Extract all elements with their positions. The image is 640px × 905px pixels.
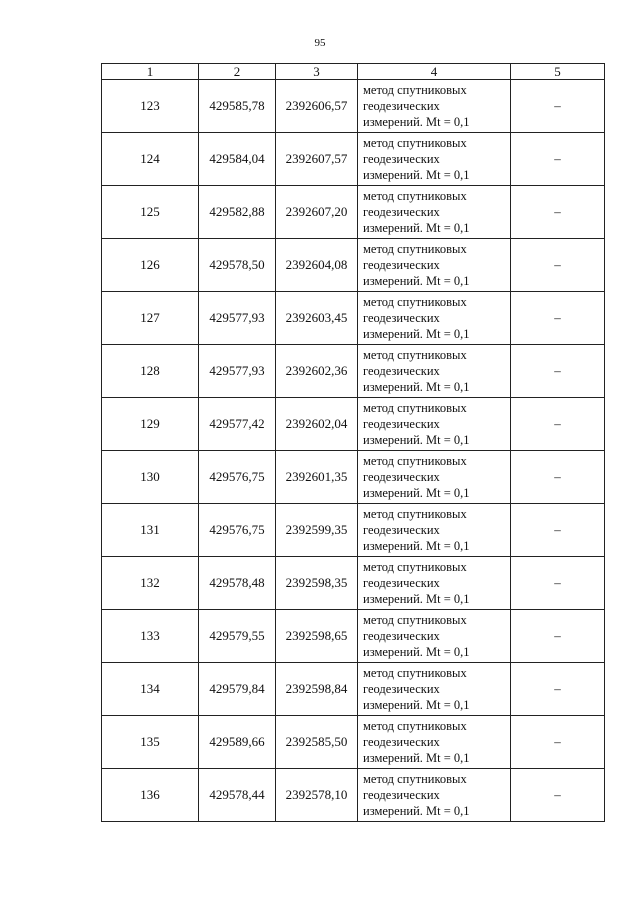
note-cell: – (511, 292, 605, 345)
note-cell: – (511, 451, 605, 504)
note-cell: – (511, 769, 605, 822)
table-row (102, 80, 605, 133)
point-number-cell: 134 (102, 663, 199, 716)
table-row (102, 504, 605, 557)
method-cell: метод спутниковых геодезических измерений. Mt = 0,1 (358, 451, 511, 504)
method-cell: метод спутниковых геодезических измерений. Mt = 0,1 (358, 663, 511, 716)
point-number-cell: 133 (102, 610, 199, 663)
note-cell: – (511, 398, 605, 451)
method-cell: метод спутниковых геодезических измерений. Mt = 0,1 (358, 186, 511, 239)
method-cell: метод спутниковых геодезических измерений. Mt = 0,1 (358, 716, 511, 769)
coordinate-x-cell: 429579,55 (199, 610, 276, 663)
table-row (102, 451, 605, 504)
coordinate-y-cell: 2392598,35 (276, 557, 358, 610)
note-cell: – (511, 716, 605, 769)
coordinate-x-cell: 429582,88 (199, 186, 276, 239)
method-cell: метод спутниковых геодезических измерений. Mt = 0,1 (358, 292, 511, 345)
note-cell: – (511, 557, 605, 610)
coordinate-y-cell: 2392607,20 (276, 186, 358, 239)
coordinate-x-cell: 429589,66 (199, 716, 276, 769)
table-header (102, 64, 605, 80)
coordinate-x-cell: 429585,78 (199, 80, 276, 133)
coordinate-x-cell: 429578,48 (199, 557, 276, 610)
point-number-cell: 135 (102, 716, 199, 769)
coordinate-x-cell: 429578,44 (199, 769, 276, 822)
coordinate-x-cell: 429576,75 (199, 504, 276, 557)
note-cell: – (511, 133, 605, 186)
coordinate-y-cell: 2392606,57 (276, 80, 358, 133)
coordinate-y-cell: 2392598,65 (276, 610, 358, 663)
header-col-2: 2 (199, 64, 276, 80)
coordinate-x-cell: 429579,84 (199, 663, 276, 716)
coordinate-x-cell: 429578,50 (199, 239, 276, 292)
method-cell: метод спутниковых геодезических измерений. Mt = 0,1 (358, 769, 511, 822)
coordinate-y-cell: 2392598,84 (276, 663, 358, 716)
method-cell: метод спутниковых геодезических измерений. Mt = 0,1 (358, 133, 511, 186)
note-cell: – (511, 504, 605, 557)
coordinate-x-cell: 429577,42 (199, 398, 276, 451)
coordinate-y-cell: 2392602,36 (276, 345, 358, 398)
coordinates-table (101, 63, 605, 822)
table-row (102, 610, 605, 663)
table-row (102, 716, 605, 769)
method-cell: метод спутниковых геодезических измерений. Mt = 0,1 (358, 239, 511, 292)
method-cell: метод спутниковых геодезических измерений. Mt = 0,1 (358, 557, 511, 610)
header-row (102, 64, 605, 80)
header-col-3: 3 (276, 64, 358, 80)
note-cell: – (511, 345, 605, 398)
method-cell: метод спутниковых геодезических измерений. Mt = 0,1 (358, 398, 511, 451)
point-number-cell: 132 (102, 557, 199, 610)
method-cell: метод спутниковых геодезических измерений. Mt = 0,1 (358, 610, 511, 663)
method-cell: метод спутниковых геодезических измерений. Mt = 0,1 (358, 504, 511, 557)
table-body (102, 80, 605, 822)
note-cell: – (511, 239, 605, 292)
coordinate-y-cell: 2392578,10 (276, 769, 358, 822)
point-number-cell: 127 (102, 292, 199, 345)
table-row (102, 663, 605, 716)
page-number: 95 (314, 37, 326, 49)
table-row (102, 133, 605, 186)
note-cell: – (511, 610, 605, 663)
point-number-cell: 128 (102, 345, 199, 398)
table-row (102, 292, 605, 345)
header-col-5: 5 (511, 64, 605, 80)
method-cell: метод спутниковых геодезических измерений. Mt = 0,1 (358, 80, 511, 133)
point-number-cell: 131 (102, 504, 199, 557)
coordinate-y-cell: 2392599,35 (276, 504, 358, 557)
note-cell: – (511, 80, 605, 133)
coordinate-x-cell: 429577,93 (199, 345, 276, 398)
coordinate-y-cell: 2392601,35 (276, 451, 358, 504)
coordinate-y-cell: 2392604,08 (276, 239, 358, 292)
point-number-cell: 125 (102, 186, 199, 239)
table-row (102, 186, 605, 239)
coordinate-y-cell: 2392607,57 (276, 133, 358, 186)
header-col-1: 1 (102, 64, 199, 80)
point-number-cell: 126 (102, 239, 199, 292)
point-number-cell: 129 (102, 398, 199, 451)
point-number-cell: 130 (102, 451, 199, 504)
method-cell: метод спутниковых геодезических измерений. Mt = 0,1 (358, 345, 511, 398)
point-number-cell: 136 (102, 769, 199, 822)
point-number-cell: 124 (102, 133, 199, 186)
coordinate-x-cell: 429584,04 (199, 133, 276, 186)
table-row (102, 769, 605, 822)
coordinate-x-cell: 429577,93 (199, 292, 276, 345)
coordinate-y-cell: 2392603,45 (276, 292, 358, 345)
table-row (102, 557, 605, 610)
coordinate-y-cell: 2392602,04 (276, 398, 358, 451)
table-row (102, 239, 605, 292)
point-number-cell: 123 (102, 80, 199, 133)
note-cell: – (511, 186, 605, 239)
header-col-4: 4 (358, 64, 511, 80)
coordinate-y-cell: 2392585,50 (276, 716, 358, 769)
coordinate-x-cell: 429576,75 (199, 451, 276, 504)
note-cell: – (511, 663, 605, 716)
table-row (102, 345, 605, 398)
table-row (102, 398, 605, 451)
